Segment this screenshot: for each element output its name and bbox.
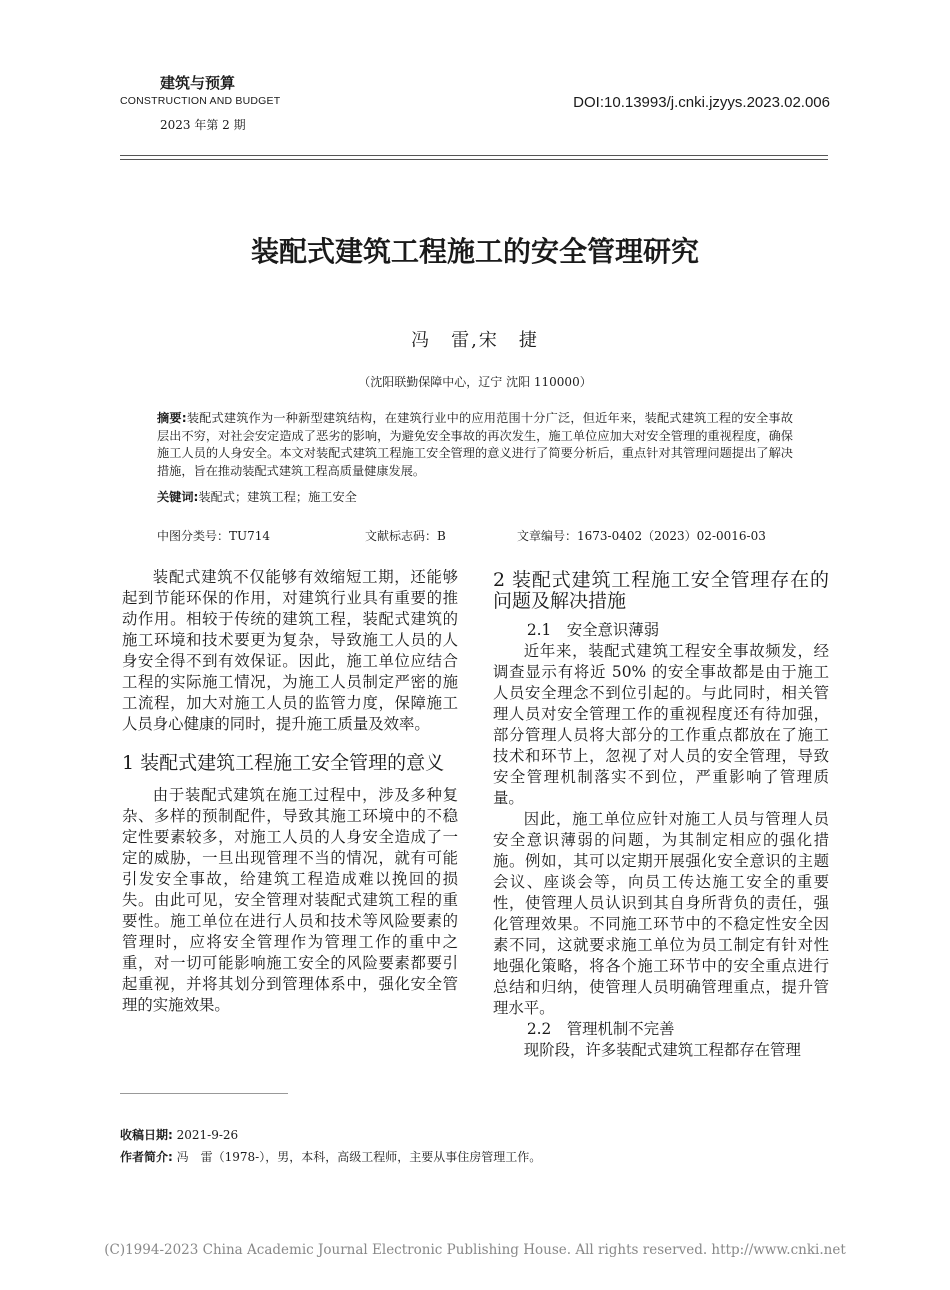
intro-paragraph: 装配式建筑不仅能够有效缩短工期，还能够起到节能环保的作用，对建筑行业具有重要的推动作用。相较于传统的建筑工程，装配式建筑的施工环境和技术要更为复杂，导致施工人员的人身安全得不到有效保证。因此，施工单位应结合工程的实际施工情况，为施工人员制定严密的施工流程，加大对施工人员的监管力度，保障施工人员身心健康的同时，提升施工质量及效率。 [122,568,458,733]
keywords-text: 装配式；建筑工程；施工安全 [198,490,357,504]
subsection-2-1-paragraph-1: 近年来，装配式建筑工程安全事故频发，经调查显示有将近 50% 的安全事故都是由于施工人员安全理念不到位引起的。与此同时，相关管理人员对安全管理工作的重视程度还有待加强，部分管理人员将大部分的工作重点都放在了施工技术和环节上，忽视了对人员的安全管理，导致安全管理机制落实不到位，严重影响了管理质量。 [493,642,829,807]
article-number: 文章编号：1673-0402（2023）02-0016-03 [517,529,766,543]
journal-name-en: CONSTRUCTION AND BUDGET [120,95,281,107]
right-column [493,570,829,1061]
section1-heading: 1 装配式建筑工程施工安全管理的意义 [122,752,445,774]
header-divider-top [120,155,828,156]
received-label: 收稿日期: [120,1128,173,1142]
doi[interactable]: DOI:10.13993/j.cnki.jzyys.2023.02.006 [573,94,830,111]
received-value: 2021-9-26 [176,1128,239,1142]
clc-number: 中图分类号：TU714 [157,529,271,543]
left-column [122,567,458,1016]
article-title: 装配式建筑工程施工的安全管理研究 [250,235,699,268]
author-bio [120,1148,541,1165]
footnote-divider [120,1093,288,1094]
author-bio-value: 冯 雷（1978-），男，本科，高级工程师，主要从事住房管理工作。 [176,1150,542,1164]
subsection-2-2-paragraph-1: 现阶段，许多装配式建筑工程都存在管理 [523,1041,801,1059]
copyright-notice: (C)1994-2023 China Academic Journal Electronic Publishing House. All rights reserved. http://www.cnki.net [104,1242,846,1258]
author-bio-label: 作者简介: [120,1150,173,1164]
received-date [120,1126,238,1143]
header-divider-bottom [120,159,828,160]
keywords-label: 关键词: [157,490,199,504]
journal-name-cn: 建筑与预算 [160,74,236,92]
author-affiliation: （沈阳联勤保障中心，辽宁 沈阳 110000） [358,375,592,389]
abstract [157,410,793,480]
keywords [157,488,357,505]
subsection-2-1-paragraph-2: 因此，施工单位应针对施工人员与管理人员安全意识薄弱的问题，为其制定相应的强化措施。例如，其可以定期开展强化安全意识的主题会议、座谈会等，向员工传达施工安全的重要性，使管理人员认识到其自身所背负的责任，强化管理效果。不同施工环节中的不稳定性安全因素不同，这就要求施工单位为员工制定有针对性地强化策略，将各个施工环节中的安全重点进行总结和归纳，使管理人员明确管理重点，提升管理水平。 [493,810,829,1017]
section1-paragraph: 由于装配式建筑在施工过程中，涉及多种复杂、多样的预制配件，导致其施工环境中的不稳定性要素较多，对施工人员的人身安全造成了一定的威胁，一旦出现管理不当的情况，就有可能引发安全事故，给建筑工程造成难以挽回的损失。由此可见，安全管理对装配式建筑工程的重要性。施工单位在进行人员和技术等风险要素的管理时，应将安全管理作为管理工作的重中之重，对一切可能影响施工安全的风险要素都要引起重视，并将其划分到管理体系中，强化安全管理的实施效果。 [122,786,458,1014]
subsection-2-2-heading: 2.2 管理机制不完善 [526,1020,675,1038]
subsection-2-1-heading: 2.1 安全意识薄弱 [526,621,660,639]
abstract-label: 摘要: [157,411,187,425]
section2-heading: 2 装配式建筑工程施工安全管理存在的问题及解决措施 [493,569,829,612]
document-code: 文献标志码：B [365,529,446,543]
article-authors: 冯 雷,宋 捷 [411,330,539,351]
abstract-text: 装配式建筑作为一种新型建筑结构，在建筑行业中的应用范围十分广泛，但近年来，装配式建筑工程的安全事故层出不穷，对社会安定造成了恶劣的影响，为避免安全事故的再次发生，施工单位应加大对安全管理的重视程度，确保施工人员的人身安全。本文对装配式建筑工程施工安全管理的意义进行了简要分析后，重点针对其管理问题提出了解决措施，旨在推动装配式建筑工程高质量健康发展。 [157,411,793,478]
journal-issue: 2023 年第 2 期 [160,118,246,132]
